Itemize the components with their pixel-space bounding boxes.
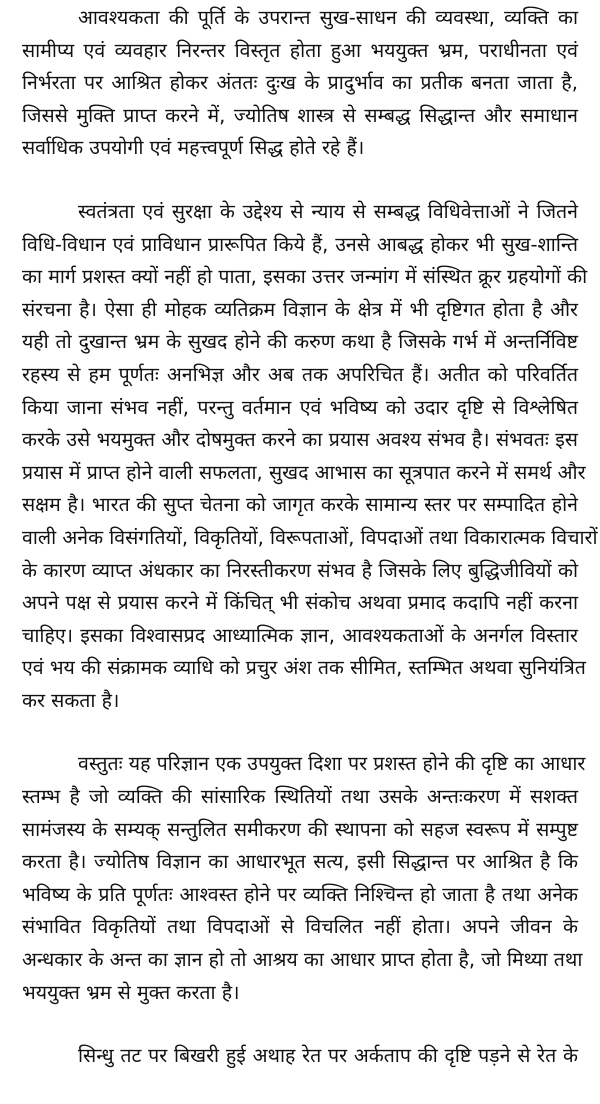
text-line: सर्वाधिक उपयोगी एवं महत्त्वपूर्ण सिद्ध होते रहे हैं। <box>22 136 365 160</box>
text-line: अपने पक्ष से प्रयास करने में किंचित् भी संकोच अथवा प्रमाद कदापि नहीं करना <box>22 591 578 615</box>
paragraph <box>22 748 586 1009</box>
text-line: करता है। ज्योतिष विज्ञान का आधारभूत सत्य, इसी सिद्धान्त पर आश्रित है कि <box>22 850 578 874</box>
paragraph <box>22 2 578 165</box>
paragraph <box>22 1040 578 1073</box>
text-line: स्तम्भ है जो व्यक्ति की सांसारिक स्थितियों तथा उसके अन्तःकरण में सशक्त <box>22 785 578 809</box>
text-line: का मार्ग प्रशस्त क्यों नहीं हो पाता, इसका उत्तर जन्मांग में संस्थित क्रूर ग्रहयोगों की <box>22 265 588 289</box>
text-line: जिससे मुक्ति प्राप्त करने में, ज्योतिष शास्त्र से सम्बद्ध सिद्धान्त और समाधान <box>22 103 578 127</box>
text-line: प्रयास में प्राप्त होने वाली सफलता, सुखद आभास का सूत्रपात करने में समर्थ और <box>22 460 586 484</box>
text-line: किया जाना संभव नहीं, परन्तु वर्तमान एवं भविष्य को उदार दृष्टि से विश्लेषित <box>22 395 578 419</box>
text-line: अन्धकार के अन्त का ज्ञान हो तो आश्रय का आधार प्राप्त होता है, जो मिथ्या तथा <box>22 948 583 972</box>
text-line: के कारण व्याप्त अंधकार का निरस्तीकरण संभव है जिसके लिए बुद्धिजीवियों को <box>22 558 578 582</box>
text-line: संभावित विकृतियों तथा विपदाओं से विचलित नहीं होता। अपने जीवन के <box>22 915 578 939</box>
text-line: सक्षम है। भारत की सुप्त चेतना को जागृत करके सामान्य स्तर पर सम्पादित होने <box>22 493 578 517</box>
text-line: सिन्धु तट पर बिखरी हुई अथाह रेत पर अर्कताप की दृष्टि पड़ने से रेत के <box>78 1044 578 1068</box>
text-line: वस्तुतः यह परिज्ञान एक उपयुक्त दिशा पर प्रशस्त होने की दृष्टि का आधार <box>78 752 586 776</box>
text-line: एवं भय की संक्रामक व्याधि को प्रचुर अंश तक सीमित, स्तम्भित अथवा सुनियंत्रित <box>22 656 586 680</box>
text-line: आवश्यकता की पूर्ति के उपरान्त सुख-साधन की व्यवस्था, व्यक्ति का <box>78 6 578 29</box>
text-line: सामीप्य एवं व्यवहार निरन्तर विस्तृत होता हुआ भययुक्त भ्रम, पराधीनता एवं <box>22 38 578 62</box>
text-line: चाहिए। इसका विश्वासप्रद आध्यात्मिक ज्ञान, आवश्यकताओं के अनर्गल विस्तार <box>22 623 578 647</box>
text-line: भविष्य के प्रति पूर्णतः आश्वस्त होने पर व्यक्ति निश्चिन्त हो जाता है तथा अनेक <box>22 882 578 906</box>
text-line: वाली अनेक विसंगतियों, विकृतियों, विरूपताओं, विपदाओं तथा विकारात्मक विचारों <box>22 525 598 549</box>
text-line: स्वतंत्रता एवं सुरक्षा के उद्देश्य से न्याय से सम्बद्ध विधिवेत्ताओं ने जितने <box>78 199 578 223</box>
paragraph <box>22 196 598 718</box>
text-line: करके उसे भयमुक्त और दोषमुक्त करने का प्रयास अवश्य संभव है। संभवतः इस <box>22 428 578 452</box>
text-line: निर्भरता पर आश्रित होकर अंततः दुःख के प्रादुर्भाव का प्रतीक बनता जाता है, <box>22 71 578 95</box>
text-line: विधि-विधान एवं प्राविधान प्रारूपित किये हैं, उनसे आबद्ध होकर भी सुख-शान्ति <box>22 232 578 256</box>
text-line: यही तो दुखान्त भ्रम के सुखद होने की करुण कथा है जिसके गर्भ में अन्तर्निविष्ट <box>22 330 578 354</box>
text-line: सामंजस्य के सम्यक् सन्तुलित समीकरण की स्थापना को सहज स्वरूप में सम्पुष्ट <box>22 817 578 841</box>
text-line: कर सकता है। <box>22 688 120 712</box>
document-page <box>22 2 598 1104</box>
text-line: रहस्य से हम पूर्णतः अनभिज्ञ और अब तक अपरिचित हैं। अतीत को परिवर्तित <box>22 362 578 386</box>
text-line: भययुक्त भ्रम से मुक्त करता है। <box>22 980 240 1004</box>
text-line: संरचना है। ऐसा ही मोहक व्यतिक्रम विज्ञान के क्षेत्र में भी दृष्टिगत होता है और <box>22 297 578 321</box>
